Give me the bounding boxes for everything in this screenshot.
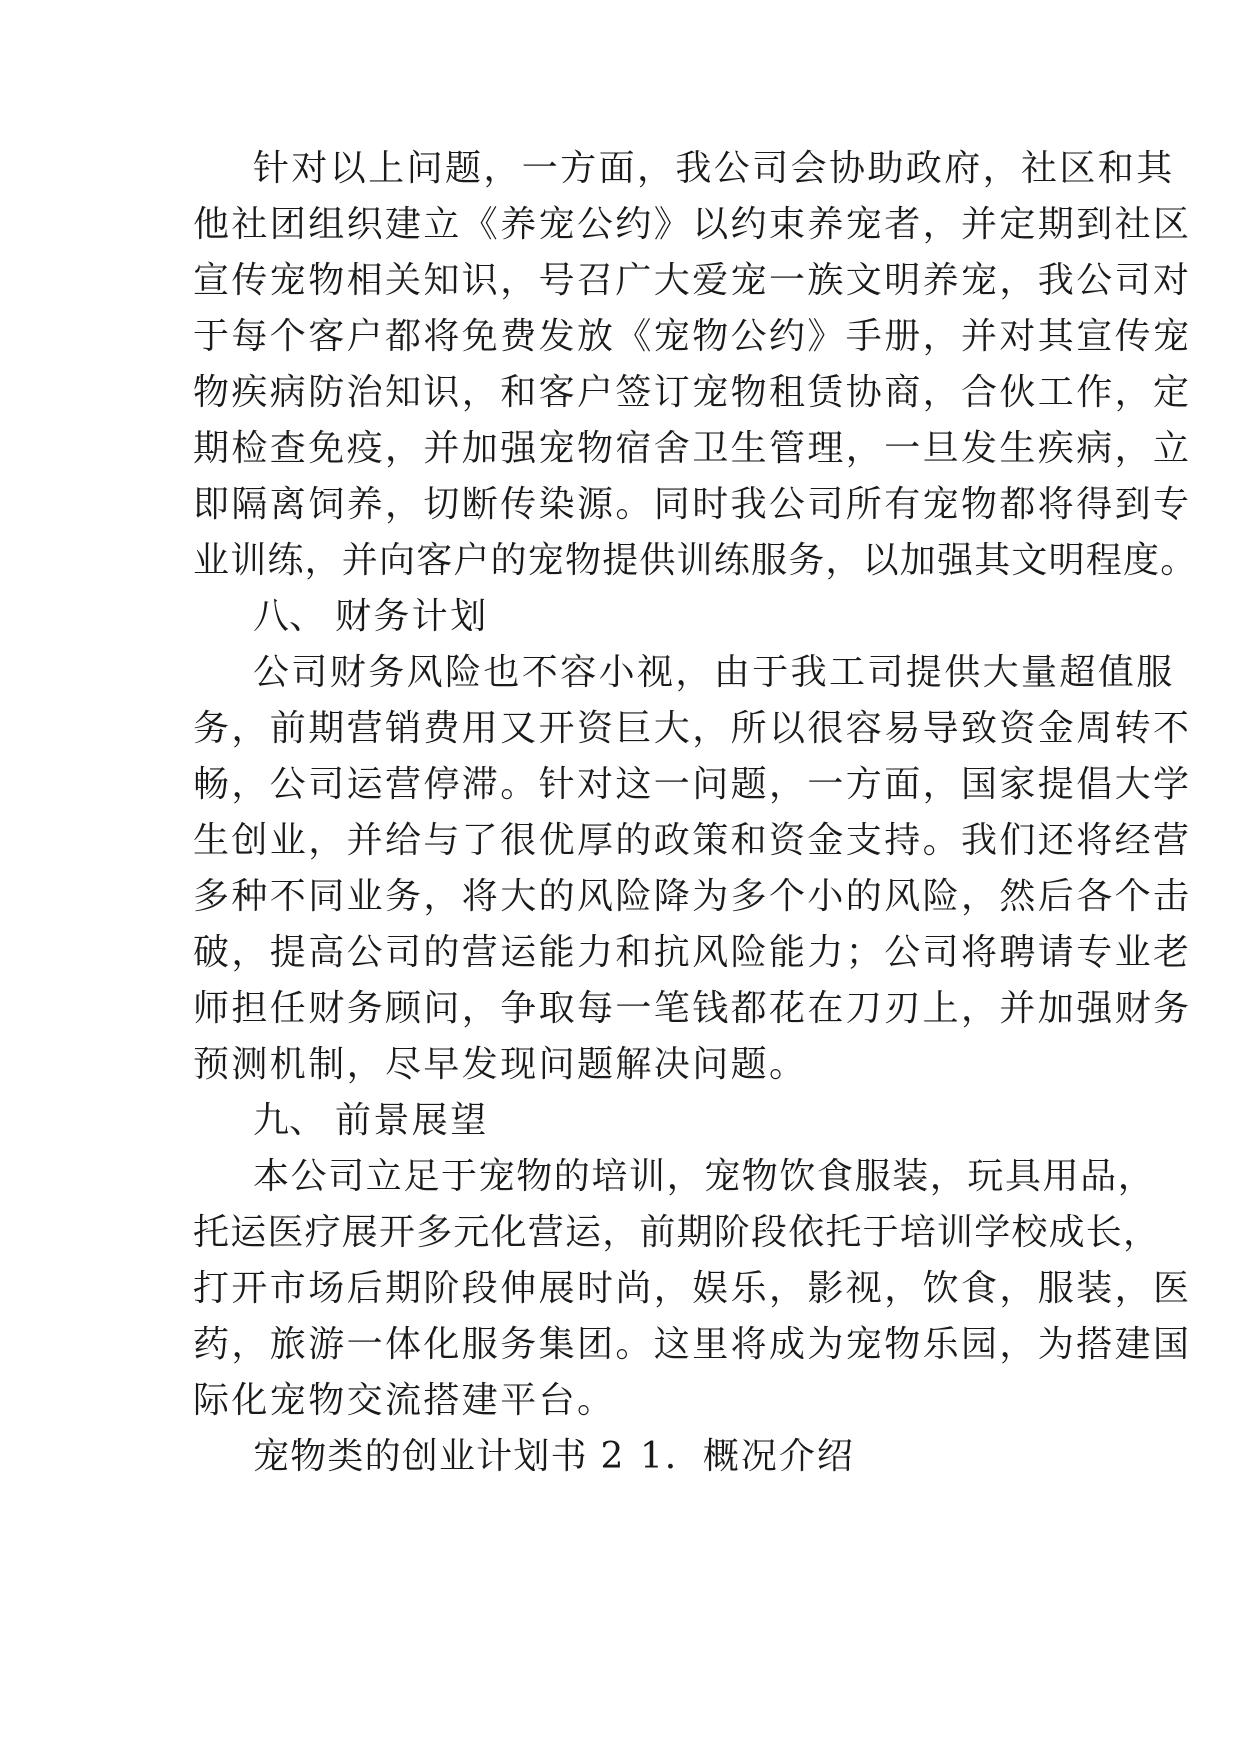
paragraph-1-line-7: 即隔离饲养，切断传染源。同时我公司所有宠物都将得到专: [193, 484, 1192, 525]
paragraph-1-line-4: 于每个客户都将免费发放《宠物公约》手册，并对其宣传宠: [193, 316, 1192, 357]
section-8-number: 八、: [253, 596, 326, 637]
paragraph-2-line-2: 务，前期营销费用又开资巨大，所以很容易导致资金周转不: [193, 708, 1192, 749]
paragraph-1-line-6: 期检查免疫，并加强宠物宿舍卫生管理，一旦发生疾病，立: [193, 428, 1192, 469]
paragraph-1-line-2: 他社团组织建立《养宠公约》以约束养宠者，并定期到社区: [193, 204, 1192, 245]
paragraph-3-line-2: 托运医疗展开多元化营运，前期阶段依托于培训学校成长，: [193, 1212, 1161, 1253]
paragraph-2-line-8: 预测机制，尽早发现问题解决问题。: [193, 1044, 808, 1085]
paragraph-1-line-8: 业训练，并向客户的宠物提供训练服务，以加强其文明程度。: [193, 540, 1198, 581]
paragraph-3-line-4: 药，旅游一体化服务集团。这里将成为宠物乐园，为搭建国: [193, 1324, 1192, 1365]
paragraph-2-line-6: 破，提高公司的营运能力和抗风险能力；公司将聘请专业老: [193, 932, 1192, 973]
paragraph-3-line-1: 本公司立足于宠物的培训，宠物饮食服装，玩具用品，: [253, 1156, 1156, 1197]
paragraph-3-line-5: 际化宠物交流搭建平台。: [193, 1380, 616, 1421]
section-9-number: 九、: [253, 1100, 326, 1141]
paragraph-1-line-1: 针对以上问题，一方面，我公司会协助政府，社区和其: [253, 148, 1175, 189]
section-9-title: 前景展望: [335, 1100, 489, 1141]
next-document-title: 宠物类的创业计划书 2: [253, 1436, 625, 1477]
next-section-item: 1．概况介绍: [640, 1436, 855, 1477]
paragraph-3-line-3: 打开市场后期阶段伸展时尚，娱乐，影视，饮食，服装，医: [193, 1268, 1192, 1309]
paragraph-1-line-3: 宣传宠物相关知识，号召广大爱宠一族文明养宠，我公司对: [193, 260, 1192, 301]
paragraph-2-line-4: 生创业，并给与了很优厚的政策和资金支持。我们还将经营: [193, 820, 1192, 861]
paragraph-1-line-5: 物疾病防治知识，和客户签订宠物租赁协商，合伙工作，定: [193, 372, 1192, 413]
section-8-title: 财务计划: [335, 596, 489, 637]
paragraph-2-line-1: 公司财务风险也不容小视，由于我工司提供大量超值服: [253, 652, 1175, 693]
paragraph-2-line-3: 畅，公司运营停滞。针对这一问题，一方面，国家提倡大学: [193, 764, 1192, 805]
paragraph-2-line-7: 师担任财务顾问，争取每一笔钱都花在刀刃上，并加强财务: [193, 988, 1192, 1029]
paragraph-2-line-5: 多种不同业务，将大的风险降为多个小的风险，然后各个击: [193, 876, 1192, 917]
